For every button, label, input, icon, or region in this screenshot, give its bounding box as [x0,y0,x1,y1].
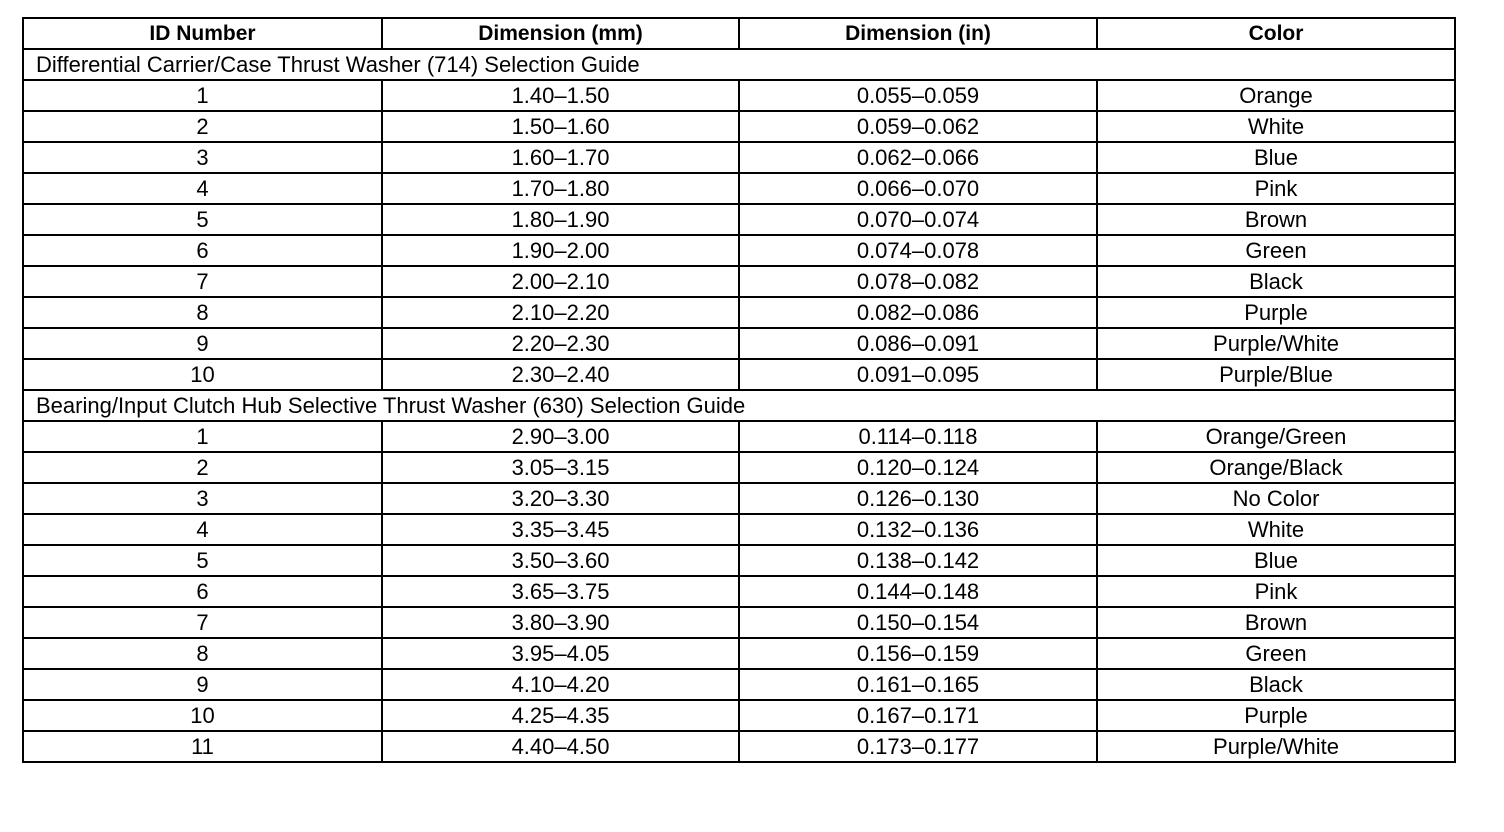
dimension-mm-cell: 3.50–3.60 [382,545,739,576]
color-cell: Pink [1097,173,1455,204]
dimension-in-cell: 0.150–0.154 [739,607,1097,638]
dimension-mm-cell: 3.20–3.30 [382,483,739,514]
dimension-in-cell: 0.082–0.086 [739,297,1097,328]
color-cell: Purple/White [1097,731,1455,762]
table-row [23,452,1455,483]
color-cell: Black [1097,669,1455,700]
dimension-mm-cell: 3.95–4.05 [382,638,739,669]
dimension-mm-cell: 2.30–2.40 [382,359,739,390]
dimension-mm-cell: 1.40–1.50 [382,80,739,111]
header-row [23,18,1455,49]
header-color: Color [1097,18,1455,49]
dimension-in-cell: 0.062–0.066 [739,142,1097,173]
color-cell: Purple/Blue [1097,359,1455,390]
color-cell: Purple [1097,700,1455,731]
section-title: Differential Carrier/Case Thrust Washer (714) Selection Guide [23,49,1455,80]
dimension-in-cell: 0.132–0.136 [739,514,1097,545]
color-cell: Purple [1097,297,1455,328]
table-row [23,359,1455,390]
id-number-cell: 3 [23,142,382,173]
section-header-row [23,390,1455,421]
color-cell: Purple/White [1097,328,1455,359]
table-row [23,111,1455,142]
id-number-cell: 6 [23,235,382,266]
dimension-in-cell: 0.070–0.074 [739,204,1097,235]
dimension-mm-cell: 1.50–1.60 [382,111,739,142]
table-row [23,266,1455,297]
color-cell: Orange/Green [1097,421,1455,452]
id-number-cell: 1 [23,80,382,111]
dimension-mm-cell: 3.65–3.75 [382,576,739,607]
color-cell: Orange/Black [1097,452,1455,483]
dimension-mm-cell: 3.80–3.90 [382,607,739,638]
table-row [23,731,1455,762]
dimension-in-cell: 0.144–0.148 [739,576,1097,607]
selection-guide-sheet [22,17,1456,763]
id-number-cell: 7 [23,266,382,297]
id-number-cell: 10 [23,359,382,390]
id-number-cell: 1 [23,421,382,452]
color-cell: Green [1097,638,1455,669]
dimension-in-cell: 0.086–0.091 [739,328,1097,359]
table-row [23,421,1455,452]
id-number-cell: 9 [23,669,382,700]
dimension-mm-cell: 1.70–1.80 [382,173,739,204]
dimension-mm-cell: 4.25–4.35 [382,700,739,731]
dimension-in-cell: 0.126–0.130 [739,483,1097,514]
table-row [23,669,1455,700]
dimension-in-cell: 0.167–0.171 [739,700,1097,731]
table-row [23,607,1455,638]
table-row [23,545,1455,576]
id-number-cell: 2 [23,452,382,483]
id-number-cell: 9 [23,328,382,359]
color-cell: Blue [1097,142,1455,173]
table-row [23,142,1455,173]
dimension-in-cell: 0.161–0.165 [739,669,1097,700]
color-cell: Brown [1097,204,1455,235]
dimension-in-cell: 0.091–0.095 [739,359,1097,390]
color-cell: Brown [1097,607,1455,638]
dimension-mm-cell: 3.05–3.15 [382,452,739,483]
id-number-cell: 7 [23,607,382,638]
table-header [23,18,1455,49]
color-cell: No Color [1097,483,1455,514]
id-number-cell: 2 [23,111,382,142]
id-number-cell: 10 [23,700,382,731]
dimension-in-cell: 0.114–0.118 [739,421,1097,452]
color-cell: Black [1097,266,1455,297]
id-number-cell: 5 [23,545,382,576]
table-row [23,700,1455,731]
section-header-row [23,49,1455,80]
dimension-in-cell: 0.059–0.062 [739,111,1097,142]
color-cell: Green [1097,235,1455,266]
color-cell: White [1097,111,1455,142]
table-row [23,173,1455,204]
dimension-mm-cell: 2.90–3.00 [382,421,739,452]
dimension-mm-cell: 1.60–1.70 [382,142,739,173]
header-dimension-in: Dimension (in) [739,18,1097,49]
dimension-in-cell: 0.138–0.142 [739,545,1097,576]
dimension-in-cell: 0.078–0.082 [739,266,1097,297]
id-number-cell: 8 [23,297,382,328]
id-number-cell: 8 [23,638,382,669]
color-cell: Pink [1097,576,1455,607]
table-row [23,235,1455,266]
section-title: Bearing/Input Clutch Hub Selective Thrust Washer (630) Selection Guide [23,390,1455,421]
dimension-in-cell: 0.120–0.124 [739,452,1097,483]
dimension-mm-cell: 4.40–4.50 [382,731,739,762]
dimension-in-cell: 0.055–0.059 [739,80,1097,111]
dimension-in-cell: 0.066–0.070 [739,173,1097,204]
dimension-mm-cell: 1.80–1.90 [382,204,739,235]
color-cell: Orange [1097,80,1455,111]
dimension-mm-cell: 2.10–2.20 [382,297,739,328]
table-row [23,80,1455,111]
header-dimension-mm: Dimension (mm) [382,18,739,49]
color-cell: White [1097,514,1455,545]
id-number-cell: 3 [23,483,382,514]
table-row [23,638,1455,669]
table-row [23,297,1455,328]
id-number-cell: 6 [23,576,382,607]
dimension-in-cell: 0.156–0.159 [739,638,1097,669]
table-row [23,204,1455,235]
id-number-cell: 4 [23,514,382,545]
dimension-in-cell: 0.173–0.177 [739,731,1097,762]
id-number-cell: 5 [23,204,382,235]
dimension-mm-cell: 1.90–2.00 [382,235,739,266]
table-body [23,49,1455,762]
thrust-washer-selection-table [22,17,1456,763]
dimension-mm-cell: 3.35–3.45 [382,514,739,545]
table-row [23,514,1455,545]
table-row [23,576,1455,607]
table-row [23,328,1455,359]
dimension-mm-cell: 2.20–2.30 [382,328,739,359]
dimension-in-cell: 0.074–0.078 [739,235,1097,266]
table-row [23,483,1455,514]
color-cell: Blue [1097,545,1455,576]
dimension-mm-cell: 2.00–2.10 [382,266,739,297]
id-number-cell: 11 [23,731,382,762]
header-id-number: ID Number [23,18,382,49]
id-number-cell: 4 [23,173,382,204]
dimension-mm-cell: 4.10–4.20 [382,669,739,700]
